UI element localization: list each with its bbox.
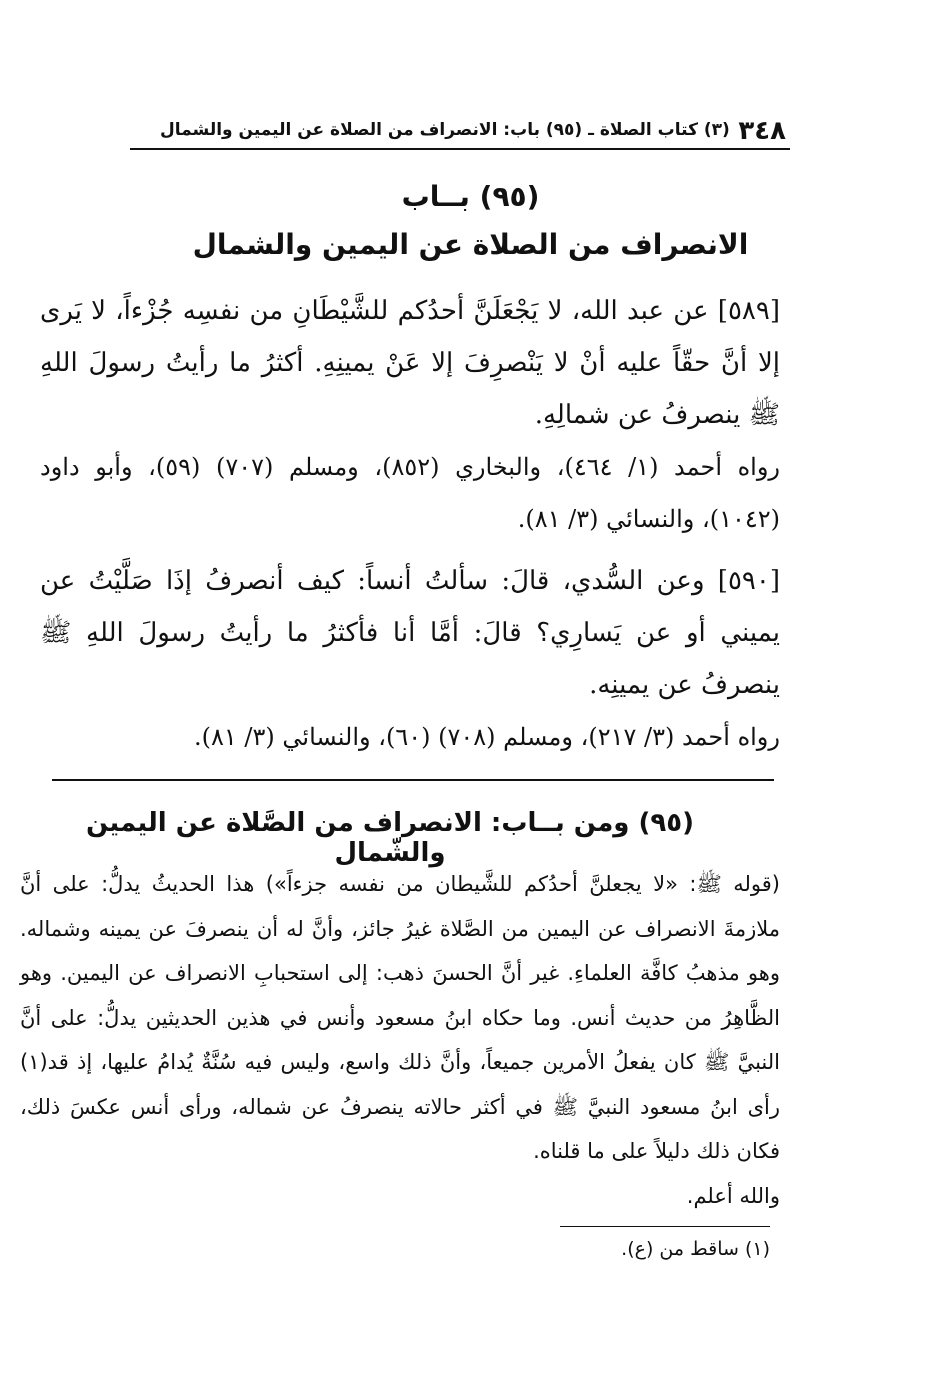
- commentary-text: [20, 862, 780, 1218]
- commentary-body: (قوله ﷺ: «لا يجعلنَّ أحدُكم للشَّيطان من نفسه جزءاً») هذا الحديثُ يدلُّ: على أنَّ ملازمةَ الانصراف عن اليمين من الصَّلاة غيرُ جائز، وأنَّ له أن ينصرفَ عن يمينه وشماله. وهو مذهبُ كافَّة العلماءِ. غير أنَّ الحسنَ ذهب: إلى استحبابِ الانصراف عن اليمين. وهو الظَّاهِرُ من حديث أنس. وما حكاه ابنُ مسعود وأنس في هذين الحديثين يدلُّ: على أنَّ النبيَّ ﷺ كان يفعلُ الأمرين جميعاً، وأنَّ ذلك واسع، وليس فيه سُنَّةٌ يُدامُ عليها، إذ قد(١) رأى ابنُ مسعود النبيَّ ﷺ في أكثر حالاته ينصرفُ عن شماله، ورأى أنس عكسَ ذلك، فكان ذلك دليلاً على ما قلناه.: [20, 872, 780, 1163]
- hadith-589-reference: رواه أحمد (١/ ٤٦٤)، والبخاري (٨٥٢)، ومسلم (٧٠٧) (٥٩)، وأبو داود (١٠٤٢)، والنسائي (٣/ ٨١).: [40, 453, 781, 533]
- main-text: [40, 285, 780, 763]
- hadith-590-reference: رواه أحمد (٣/ ٢١٧)، ومسلم (٧٠٨) (٦٠)، والنسائي (٣/ ٨١).: [194, 723, 780, 751]
- chapter-number: (٩٥) بــاب: [401, 180, 540, 213]
- commentary-closing: والله أعلم.: [686, 1183, 780, 1208]
- page-header: [130, 112, 790, 150]
- commentary-title: (٩٥) ومن بــاب: الانصراف من الصَّلاة عن اليمين والشّمال: [85, 808, 695, 868]
- section-divider: [52, 779, 774, 781]
- page-number: ٣٤٨: [738, 116, 786, 146]
- running-title: (٣) كتاب الصلاة ـ (٩٥) باب: الانصراف من الصلاة عن اليمين والشمال: [160, 120, 730, 140]
- hadith-589: [٥٨٩] عن عبد الله، لا يَجْعَلَنَّ أحدُكم للشَّيْطَانِ من نفسِه جُزْءاً، لا يَرى إلا أنَّ حقّاً عليه أنْ لا يَنْصرِفَ إلا عَنْ يمينِهِ. أكثرُ ما رأيتُ رسولَ اللهِ ﷺ ينصرفُ عن شمالِهِ.: [40, 296, 780, 430]
- hadith-590: [٥٩٠] وعن السُّدي، قالَ: سألتُ أنساً: كيف أنصرفُ إذَا صَلَّيْتُ عن يميني أو عن يَسارِي؟ قالَ: أمَّا أنا فأكثرُ ما رأيتُ رسولَ اللهِ ﷺ ينصرفُ عن يمينِه.: [40, 566, 780, 700]
- chapter-title: الانصراف من الصلاة عن اليمين والشمال: [192, 228, 749, 261]
- footnote: (١) ساقط من (ع).: [621, 1238, 770, 1260]
- footnote-divider: [560, 1226, 770, 1227]
